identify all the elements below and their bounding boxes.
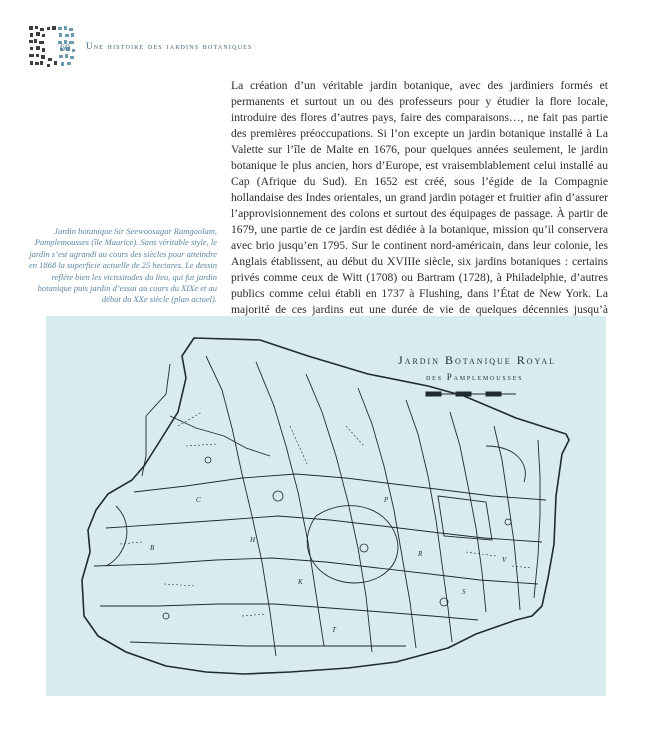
svg-text:B: B <box>150 544 155 552</box>
svg-text:V: V <box>502 556 507 564</box>
main-text <box>231 78 608 334</box>
svg-text:R: R <box>418 550 423 558</box>
garden-plan-map <box>46 316 606 696</box>
map-title-line1: Jardin Botanique Royal <box>398 353 557 367</box>
page-header <box>28 24 488 70</box>
page-number: 60 <box>60 43 70 54</box>
svg-text:P: P <box>384 496 389 504</box>
map-title-line2: des Pamplemousses <box>426 372 524 382</box>
garden-boundary <box>82 338 569 674</box>
garden-plan-figure <box>46 316 606 696</box>
svg-text:H: H <box>250 536 256 544</box>
svg-text:S: S <box>462 588 466 596</box>
svg-text:T: T <box>332 626 336 634</box>
svg-text:K: K <box>298 578 303 586</box>
figure-caption <box>20 226 217 306</box>
caption-text: Jardin botanique Sir Seewoosagur Ramgoolam, Pamplemousses (île Maurice). Sans véritable style, le jardin s’est agrandi au cours des siècles pour atteindre en 1868 la superficie actuelle de 25 hectares. Le dessin reflète bien les vicissitudes du lieu, qui fut jardin botanique puis jardin d’essai au cours du XIXe et au début du XXe siècle (plan actuel). <box>28 226 217 305</box>
body-paragraph: La création d’un véritable jardin botanique, avec des jardiniers formés et permanents et surtout un ou des professeurs pour y étudier la flore locale, introduire des flores d’autres pays, faire des comparaisons…, ne fait pas partie des premières préoccupations. Si l’on excepte un jardin botanique installé à La Valette sur l’île de Malte en 1676, pour quelques années seulement, le jardin botanique le plus ancien, hors d’Europe, est vraisemblablement celui installé au Cap (Afrique du Sud). En 1652 est créé, sous l’égide de la Compagnie hollandaise des Indes orientales, un grand jardin potager et fruitier afin d’assurer l’approvisionnement des colons et surtout des équipages de passage. À partir de 1679, une partie de ce jardin est dédiée à la botanique, mission qu’il conservera avec brio jusqu’en 1795. Sur le continent nord-américain, dans leur colonie, les Anglais établissent, au début du XVIIIe siècle, six jardins botaniques : certains privés comme ceux de Witt (1708) ou Bartram (1728), à Philadelphie, d’autres publics comme celui établi en 1737 à Flushing, dans l’État de New York. La majorité de ces jardins eut une durée de vie de quelques décennies jusqu’à <box>231 79 608 316</box>
running-title: Une histoire des jardins botaniques <box>86 41 253 51</box>
scale-bar <box>426 392 516 396</box>
svg-text:C: C <box>196 496 201 504</box>
